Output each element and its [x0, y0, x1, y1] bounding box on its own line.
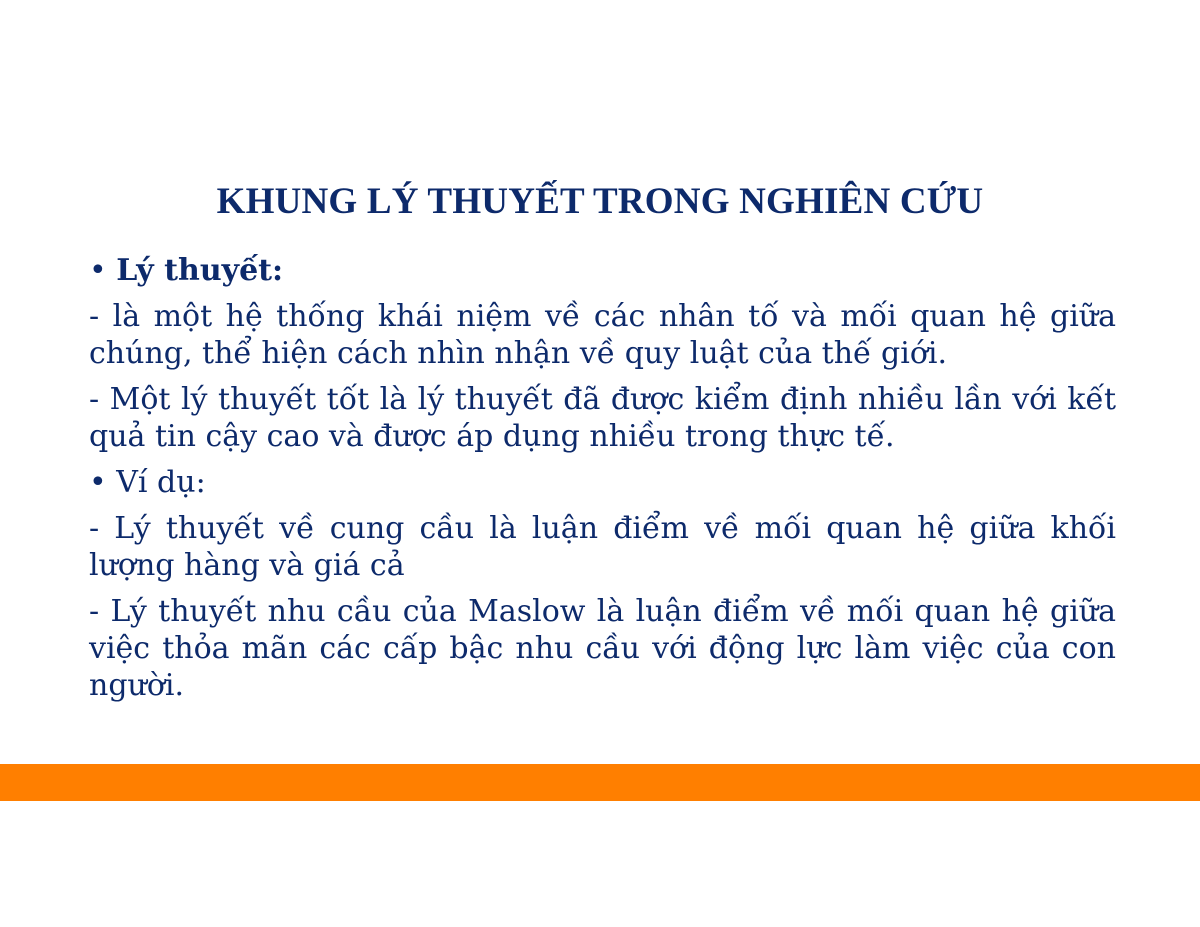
theory-paragraph-definition: - là một hệ thống khái niệm về các nhân tố và mối quan hệ giữa chúng, thể hiện cách nhìn nhận về quy luật của thế giới. — [89, 299, 1116, 371]
slide-content — [89, 252, 1116, 713]
accent-bar — [0, 764, 1200, 801]
bullet-example — [89, 464, 1116, 501]
example-paragraph-maslow: - Lý thuyết nhu cầu của Maslow là luận điểm về mối quan hệ giữa việc thỏa mãn các cấp bậc nhu cầu với động lực làm việc của con người. — [89, 594, 1116, 703]
bullet-theory — [89, 252, 1116, 289]
bullet-heading-theory: Lý thuyết: — [116, 253, 284, 288]
theory-paragraph-good-theory: - Một lý thuyết tốt là lý thuyết đã được kiểm định nhiều lần với kết quả tin cậy cao và được áp dụng nhiều trong thực tế. — [89, 382, 1116, 454]
slide-title: KHUNG LÝ THUYẾT TRONG NGHIÊN CỨU — [216, 181, 984, 222]
bullet-heading-example: Ví dụ: — [116, 465, 206, 500]
bullet-marker: • — [89, 253, 107, 288]
bullet-marker: • — [89, 465, 107, 500]
example-paragraph-supply-demand: - Lý thuyết về cung cầu là luận điểm về mối quan hệ giữa khối lượng hàng và giá cả — [89, 511, 1116, 583]
